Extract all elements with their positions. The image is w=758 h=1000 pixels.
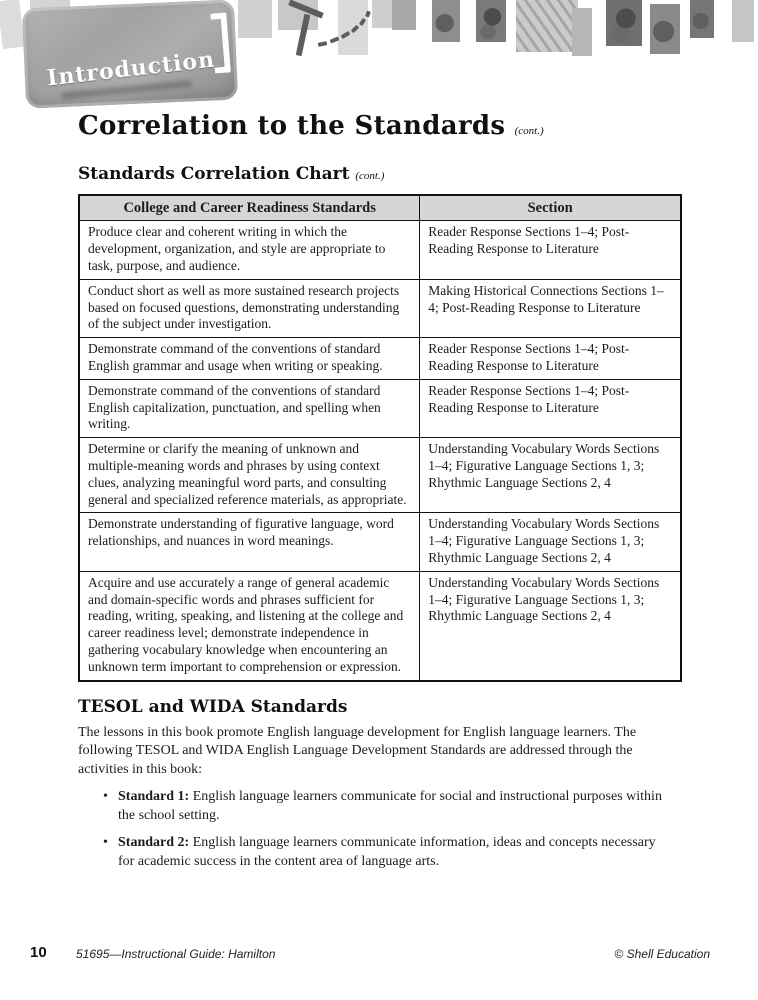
chart-heading [78, 164, 682, 184]
cell-standard: Determine or clarify the meaning of unknown and multiple-meaning words and phrases by using context clues, analyzing meaningful word parts, and consulting general and specialized reference materials, as appropriate. [79, 438, 420, 513]
footer-publisher: © Shell Education [614, 947, 710, 961]
section-tab-label: Introduction [45, 46, 217, 92]
table-row [79, 338, 681, 380]
page-title [78, 112, 682, 141]
cell-standard: Produce clear and coherent writing in which the development, organization, and style are appropriate to task, purpose, and audience. [79, 221, 420, 279]
table-row [79, 438, 681, 513]
standards-correlation-table [78, 194, 682, 682]
collage-block [606, 0, 642, 46]
collage-block [732, 0, 754, 42]
doodle-dash [365, 10, 371, 17]
collage-block [476, 0, 506, 42]
header-collage [0, 0, 758, 115]
bullet-text: English language learners communicate for social and instructional purposes within the school setting. [118, 789, 662, 823]
cell-standard: Acquire and use accurately a range of general academic and domain-specific words and phrases sufficient for reading, writing, speaking, and listening at the college and career readiness level; demonstrate independence in gathering vocabulary knowledge when encountering an unknown term important to comprehension or expression. [79, 571, 420, 680]
cell-standard: Demonstrate command of the conventions of standard English grammar and usage when writing or speaking. [79, 338, 420, 380]
tesol-heading: TESOL and WIDA Standards [78, 696, 348, 717]
table-row [79, 379, 681, 437]
collage-block [392, 0, 416, 30]
footer-book-id: 51695—Instructional Guide: Hamilton [76, 947, 276, 961]
page-title-cont: (cont.) [514, 125, 544, 137]
bullet-label: Standard 2: [118, 835, 190, 851]
table-row [79, 279, 681, 337]
table-header-row [79, 195, 681, 221]
collage-block [690, 0, 714, 38]
collage-block [650, 4, 680, 54]
collage-block [432, 0, 460, 42]
tesol-intro: The lessons in this book promote English language development for English language learners. The following TESOL and WIDA English Language Development Standards are addressed through the activities in this book: [78, 724, 637, 777]
table-row [79, 513, 681, 571]
bullet-text: English language learners communicate information, ideas and concepts necessary for academic success in the content area of language arts. [118, 835, 656, 870]
section-tab [22, 0, 238, 109]
footer-page-number: 10 [30, 944, 47, 961]
collage-block [372, 0, 392, 28]
cell-standard: Demonstrate command of the conventions of standard English capitalization, punctuation, and spelling when writing. [79, 379, 420, 437]
tesol-standards-list [78, 788, 682, 871]
list-item [118, 834, 666, 871]
table-header-section: Section [420, 195, 681, 221]
bullet-label: Standard 1: [118, 789, 190, 805]
list-item [118, 788, 666, 825]
cell-section: Reader Response Sections 1–4; Post-Reading Response to Literature [420, 221, 681, 279]
cell-section: Making Historical Connections Sections 1–4; Post-Reading Response to Literature [420, 279, 681, 337]
table-header-standards: College and Career Readiness Standards [79, 195, 420, 221]
cell-standard: Demonstrate understanding of figurative language, word relationships, and nuances in word meanings. [79, 513, 420, 571]
cell-section: Reader Response Sections 1–4; Post-Reading Response to Literature [420, 338, 681, 380]
table-row [79, 571, 681, 680]
cell-section: Reader Response Sections 1–4; Post-Reading Response to Literature [420, 379, 681, 437]
collage-block [516, 0, 578, 52]
doodle-dash [318, 41, 328, 47]
cell-standard: Conduct short as well as more sustained research projects based on focused questions, demonstrating understanding of the subject under investigation. [79, 279, 420, 337]
page-footer [0, 944, 758, 970]
page-content [78, 112, 682, 881]
page-title-text: Correlation to the Standards [78, 111, 506, 141]
cell-section: Understanding Vocabulary Words Sections 1–4; Figurative Language Sections 1, 3; Rhythmic Language Sections 2, 4 [420, 513, 681, 571]
collage-block [238, 0, 272, 38]
chart-heading-text: Standards Correlation Chart [78, 163, 350, 184]
cell-section: Understanding Vocabulary Words Sections 1–4; Figurative Language Sections 1, 3; Rhythmic Language Sections 2, 4 [420, 438, 681, 513]
cell-section: Understanding Vocabulary Words Sections 1–4; Figurative Language Sections 1, 3; Rhythmic Language Sections 2, 4 [420, 571, 681, 680]
table-row [79, 221, 681, 279]
chart-heading-cont: (cont.) [355, 169, 385, 182]
collage-block [0, 0, 25, 49]
collage-block [572, 8, 592, 56]
